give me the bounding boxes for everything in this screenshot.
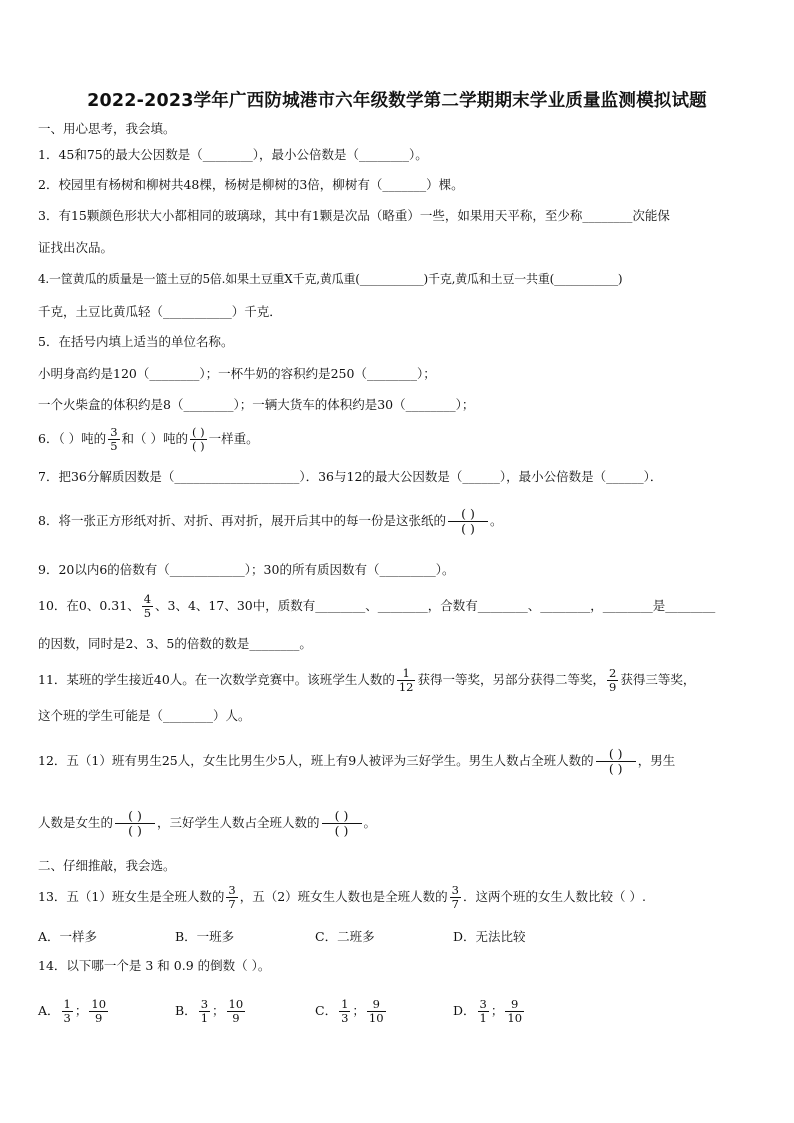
q13-text-3: ．这两个班的女生人数比较（ ）. [462,889,646,904]
q13-text-1: 13．五（1）班女生是全班人数的 [38,889,225,904]
q12-text-2: ，男生 [637,753,676,768]
question-5-line-a: 小明身高约是120（________）；一杯牛奶的容积约是250（________）； [38,366,436,381]
question-5-line-b: 一个火柴盒的体积约是8（________）；一辆大货车的体积约是30（________）； [38,397,475,412]
question-12-line-2 [38,802,762,844]
q13-fraction-2: $\frac{3}{7}$ [451,882,459,911]
q13-option-c[interactable]: C．二班多 [315,929,375,944]
question-11-line-1 [38,660,762,700]
q11-fraction-1: $\frac{1}{12}$ [398,665,414,694]
q6-text-3: 一样重。 [208,431,259,446]
q14-option-b[interactable]: B． $\frac{3}{1}$ ； $\frac{10}{9}$ [175,996,244,1025]
q11-text-1: 11．某班的学生接近40人。在一次数学竞赛中。该班学生人数的 [38,672,395,687]
question-3-line-1: 3．有15颗颜色形状大小都相同的玻璃球，其中有1颗是次品（略重）一些，如果用天平称，至少称________次能保 [38,208,670,223]
q14-option-c[interactable]: C． $\frac{1}{3}$ ； $\frac{9}{10}$ [315,996,384,1025]
question-6 [38,420,762,458]
q14-a-fraction-2: $\frac{10}{9}$ [91,996,107,1025]
question-4-line-1: 4.一筐黄瓜的质量是一篮土豆的5倍.如果土豆重X千克,黄瓜重(___________)千克,黄瓜和土豆一共重(___________) [38,272,623,286]
q14-a-fraction-1: $\frac{1}{3}$ [63,996,71,1025]
q11-text-3: 获得三等奖， [620,672,696,687]
q10-fraction: $\frac{4}{5}$ [143,591,152,620]
q14-b-fraction-2: $\frac{10}{9}$ [228,996,244,1025]
q13-option-b[interactable]: B．一班多 [175,929,235,944]
q8-text-1: 8．将一张正方形纸对折、对折、再对折，展开后其中的每一份是这张纸的 [38,513,446,528]
question-11-line-2: 这个班的学生可能是（________）人。 [38,708,251,723]
question-7: 7．把36分解质因数是（____________________）．36与12的最大公因数是（______），最小公倍数是（______）． [38,469,663,484]
question-8 [38,500,762,542]
q14-b-fraction-1: $\frac{3}{1}$ [200,996,209,1025]
q11-fraction-2: $\frac{2}{9}$ [608,665,617,694]
question-1: 1．45和75的最大公因数是（________），最小公倍数是（________）。 [38,147,428,162]
question-5: 5．在括号内填上适当的单位名称。 [38,334,234,349]
question-12-line-1 [38,740,762,782]
q13-options [38,927,762,945]
question-2: 2．校园里有杨树和柳树共48棵，杨树是柳树的3倍，柳树有（_______）棵。 [38,177,464,192]
page-title: 2022-2023学年广西防城港市六年级数学第二学期期末学业质量监测模拟试题 [87,91,707,111]
q12-text-3: 人数是女生的 [38,815,114,830]
q12-fraction-2: $\frac{( )}{( )}$ [115,810,155,838]
q6-fraction-2: $\frac{( )}{( )}$ [192,424,205,453]
q13-fraction-1: $\frac{3}{7}$ [228,882,236,911]
q6-text-1: 6．（ ）吨的 [38,431,107,446]
question-10-line-1 [38,587,762,625]
q12-text-4: ，三好学生人数占全班人数的 [157,815,320,830]
section-2-heading: 二、仔细推敲，我会选。 [38,858,176,873]
q14-d-fraction-1: $\frac{3}{1}$ [479,996,487,1025]
q12-fraction-1: $\frac{( )}{( )}$ [596,748,636,776]
q13-option-a[interactable]: A．一样多 [38,929,98,944]
q14-d-fraction-2: $\frac{9}{10}$ [507,996,523,1025]
question-10-line-2: 的因数，同时是2、3、5的倍数的数是________。 [38,636,312,651]
q6-text-2: 和（ ）吨的 [121,431,188,446]
question-14: 14．以下哪一个是 3 和 0.9 的倒数（ ）。 [38,958,271,973]
q13-text-2: ，五（2）班女生人数也是全班人数的 [239,889,448,904]
question-9: 9．20以内6的倍数有（____________）；30的所有质因数有（_________）。 [38,562,455,577]
q14-options [38,991,762,1031]
q10-text-2: 、3、4、17、30中，质数有________、________，合数有________、________，________是________ [155,598,716,613]
question-13 [38,877,762,917]
q10-text-1: 10．在0、0.31、 [38,598,140,613]
q11-text-2: 获得一等奖，另部分获得二等奖， [417,672,605,687]
q14-option-a[interactable]: A． $\frac{1}{3}$ ； $\frac{10}{9}$ [38,996,107,1025]
q6-fraction-1: $\frac{3}{5}$ [110,424,118,453]
q12-text-1: 12．五（1）班有男生25人，女生比男生少5人，班上有9人被评为三好学生。男生人数占全班人数的 [38,753,594,768]
q8-text-2: 。 [489,513,503,528]
section-1-heading: 一、用心思考，我会填。 [38,121,176,136]
question-3-line-2: 证找出次品。 [38,240,114,255]
q12-text-5: 。 [363,815,377,830]
question-4-line-2: 千克，土豆比黄瓜轻（___________）千克． [38,304,282,319]
q14-c-fraction-1: $\frac{1}{3}$ [341,996,349,1025]
q13-option-d[interactable]: D．无法比较 [453,929,526,944]
q14-c-fraction-2: $\frac{9}{10}$ [368,996,384,1025]
q14-option-d[interactable]: D． $\frac{3}{1}$ ； $\frac{9}{10}$ [453,996,523,1025]
q12-fraction-3: $\frac{( )}{( )}$ [322,810,362,838]
q8-fraction: $\frac{( )}{( )}$ [448,508,488,536]
